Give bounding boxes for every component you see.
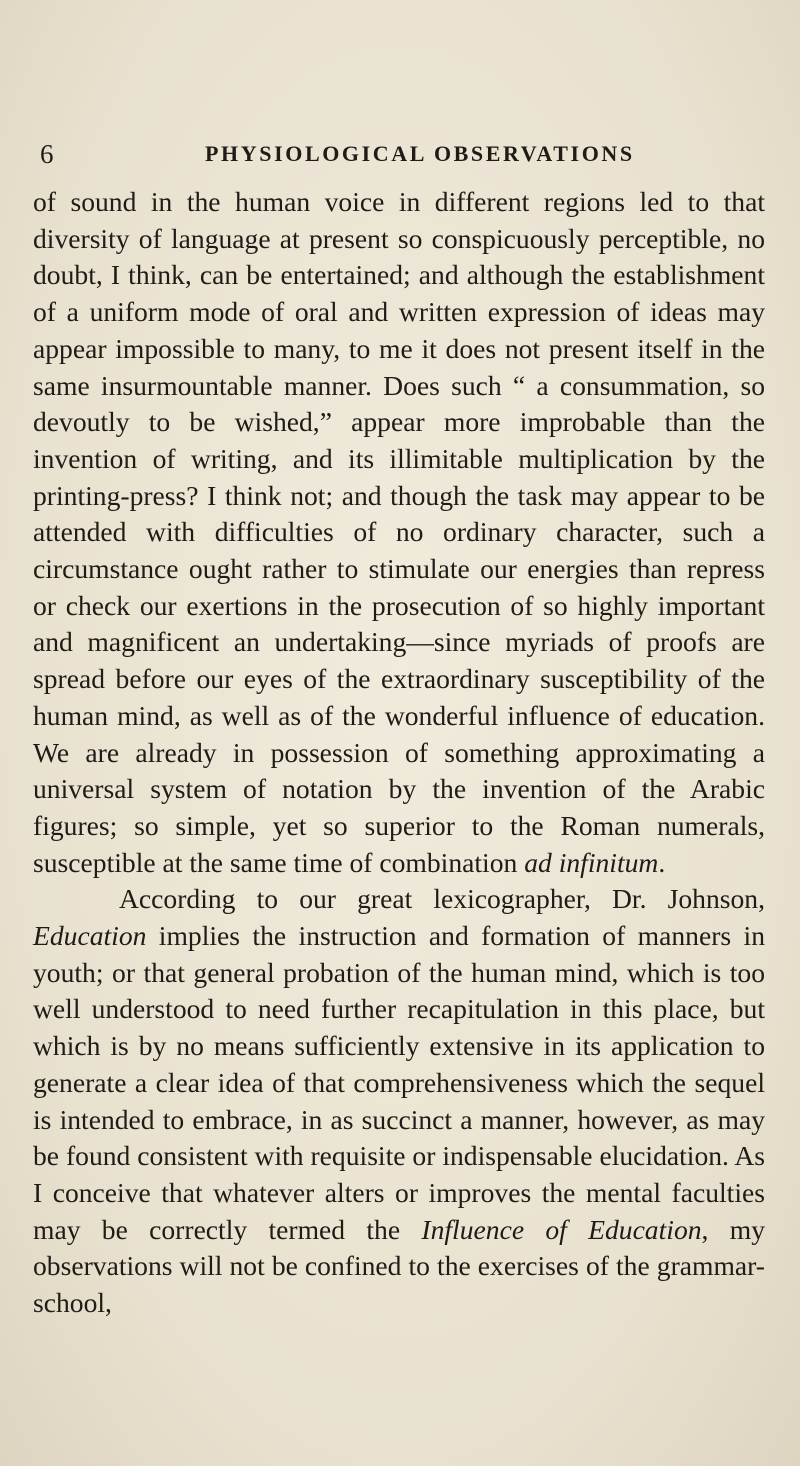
paragraph-1 xyxy=(33,184,765,881)
paragraph-1-text-b: . xyxy=(658,846,666,878)
paragraph-1-text-a: of sound in the human voice in different regions led to that diversity of language at present so conspicuously perceptible, no doubt, I think, can be entertained; and although the establishment of a uniform mode of oral and written expression of ideas may appear impossible to many, to me it does not present itself in the same insurmountable manner. Does such “ a consummation, so devoutly to be wished,” appear more improbable than the invention of writing, and its illimitable multiplication by the printing-press? I think not; and though the task may appear to be attended with difficulties of no ordinary character, such a circumstance ought rather to stimulate our energies than repress or check our exertions in the prosecution of so highly important and magnificent an undertaking—since myriads of proofs are spread before our eyes of the extraordinary susceptibility of the human mind, as well as of the wonderful influence of education. We are already in possession of something approximating a universal system of notation by the invention of the Arabic figures; so simple, yet so superior to the Roman numerals, susceptible at the same time of combination xyxy=(33,186,765,878)
paragraph-2-text-b: implies the instruction and formation of manners in youth; or that general probation of the human mind, which is too well understood to need further recapitulation in this place, but which is by no means sufficiently extensive in its application to generate a clear idea of that comprehensiveness which the sequel is intended to embrace, in as succinct a manner, however, as may be found consistent with requisite or indispensable elucidation. As I conceive that whatever alters or improves the mental faculties may be correctly termed the xyxy=(33,920,765,1245)
paragraph-2-text-a: According to our great lexicographer, Dr. Johnson, xyxy=(119,883,765,915)
running-head xyxy=(40,134,760,174)
running-title: PHYSIOLOGICAL OBSERVATIONS xyxy=(205,141,635,166)
body-text xyxy=(33,184,765,1322)
paragraph-2-text-c: , my observations will not be confined to the exercises of the grammar-school, xyxy=(33,1213,766,1319)
paragraph-2 xyxy=(33,881,765,1321)
italic-term-education: Education xyxy=(33,920,147,952)
latin-phrase-ad-infinitum: ad infinitum xyxy=(524,846,659,878)
page-number: 6 xyxy=(40,139,54,169)
italic-term-influence-of-education: Influence of Education xyxy=(421,1213,702,1245)
